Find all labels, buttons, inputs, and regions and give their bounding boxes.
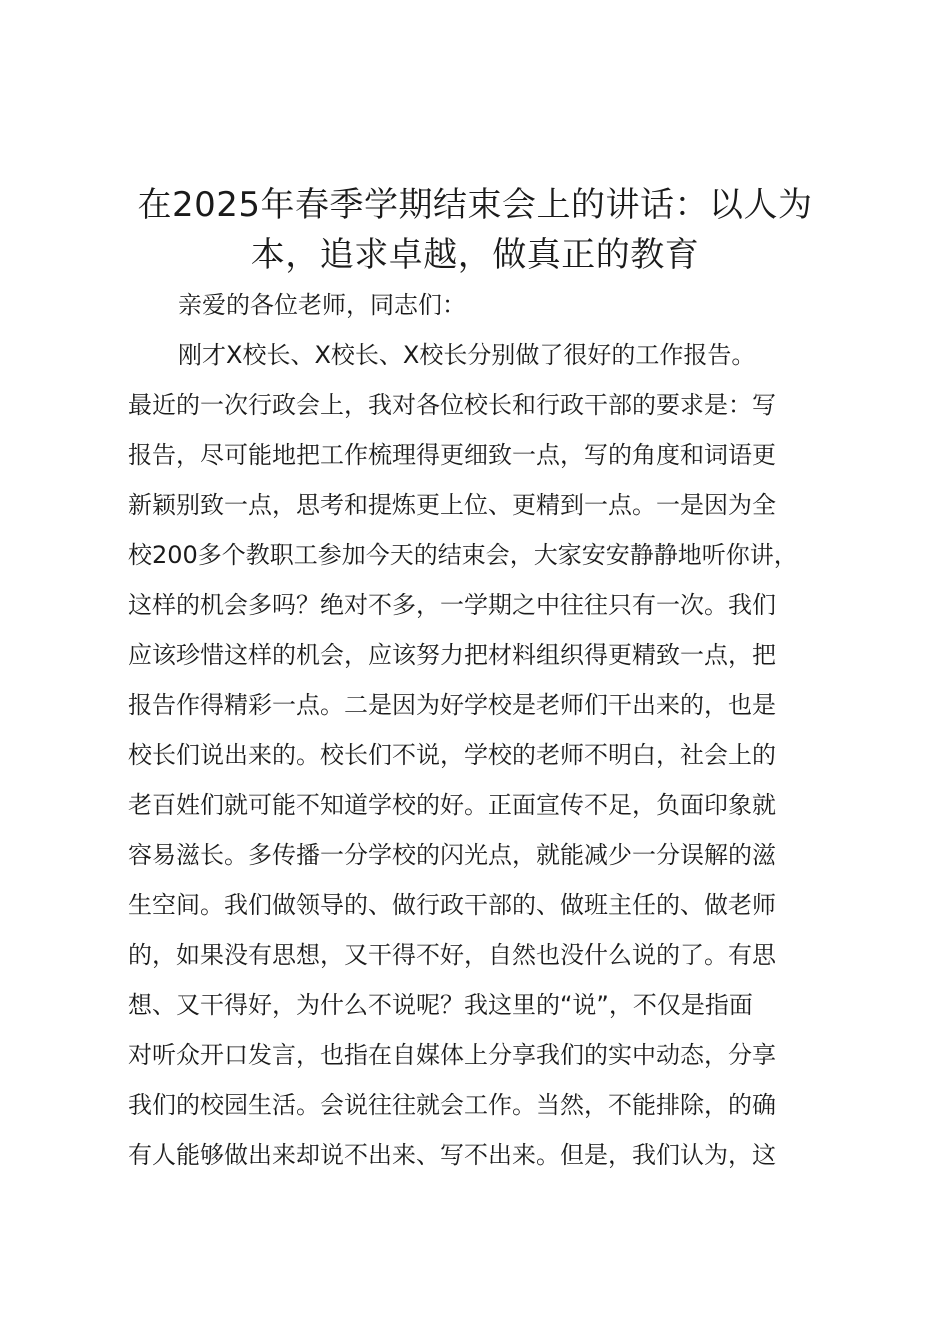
paragraph-line: 报告，尽可能地把工作梳理得更细致一点，写的角度和词语更 (128, 441, 776, 469)
paragraph-line: 老百姓们就可能不知道学校的好。正面宣传不足，负面印象就 (128, 791, 776, 819)
paragraph-line: 应该珍惜这样的机会，应该努力把材料组织得更精致一点，把 (128, 641, 776, 669)
document-body (128, 280, 848, 1180)
paragraph-line: 的，如果没有思想，又干得不好，自然也没什么说的了。有思 (128, 941, 776, 969)
paragraph-line: 校长们说出来的。校长们不说，学校的老师不明白，社会上的 (128, 741, 776, 769)
title-line: 本，追求卓越，做真正的教育 (250, 235, 700, 275)
paragraph-line: 想、又干得好，为什么不说呢？我这里的“说”，不仅是指面 (128, 991, 753, 1019)
paragraph-line: 容易滋长。多传播一分学校的闪光点，就能减少一分误解的滋 (128, 841, 776, 869)
paragraph-line: 报告作得精彩一点。二是因为好学校是老师们干出来的，也是 (128, 691, 776, 719)
paragraph-line: 生空间。我们做领导的、做行政干部的、做班主任的、做老师 (128, 891, 776, 919)
paragraph-line: 对听众开口发言，也指在自媒体上分享我们的实中动态，分享 (128, 1041, 776, 1069)
document-title (100, 180, 850, 280)
paragraph-line: 刚才X校长、X校长、X校长分别做了很好的工作报告。 (178, 341, 756, 369)
paragraph-line: 最近的一次行政会上，我对各位校长和行政干部的要求是：写 (128, 391, 776, 419)
paragraph-line: 这样的机会多吗？绝对不多，一学期之中往往只有一次。我们 (128, 591, 776, 619)
paragraph-line: 有人能够做出来却说不出来、写不出来。但是，我们认为，这 (128, 1141, 776, 1169)
paragraph-line: 校200多个教职工参加今天的结束会，大家安安静静地听你讲， (128, 541, 798, 569)
paragraph-line: 我们的校园生活。会说往往就会工作。当然，不能排除，的确 (128, 1091, 776, 1119)
paragraph-line: 新颖别致一点，思考和提炼更上位、更精到一点。一是因为全 (128, 491, 776, 519)
salutation: 亲爱的各位老师，同志们： (178, 291, 466, 319)
title-line: 在2025年春季学期结束会上的讲话：以人为 (137, 185, 813, 225)
